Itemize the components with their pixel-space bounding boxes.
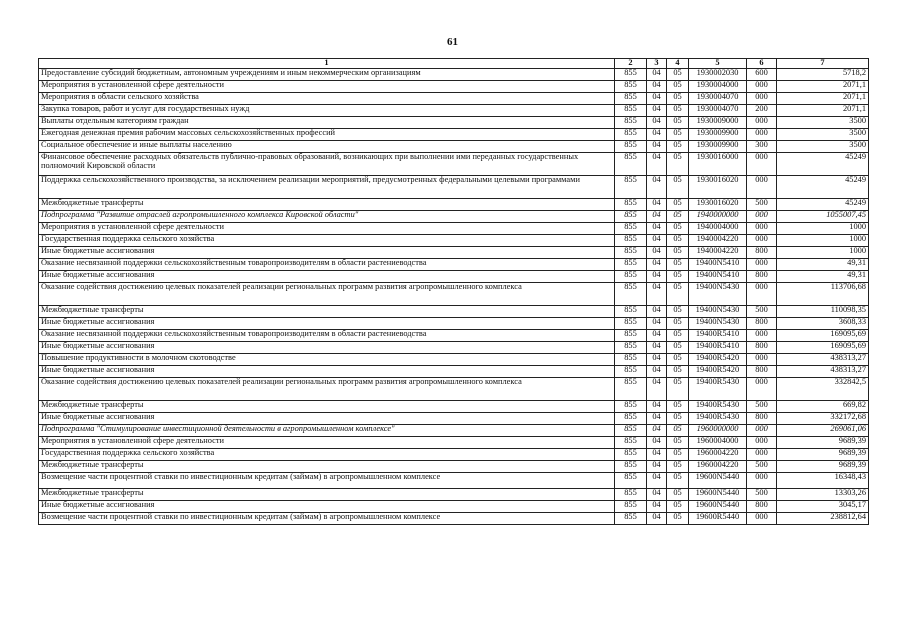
target-article-cell: 19400N5430 bbox=[689, 318, 747, 330]
ministry-code-cell: 855 bbox=[615, 176, 647, 199]
target-article-cell: 1930009900 bbox=[689, 129, 747, 141]
amount-cell: 1000 bbox=[777, 247, 869, 259]
ministry-code-cell: 855 bbox=[615, 437, 647, 449]
table-row bbox=[39, 461, 869, 473]
section-code-cell: 04 bbox=[647, 501, 667, 513]
section-code-cell: 04 bbox=[647, 513, 667, 525]
expense-name-cell: Иные бюджетные ассигнования bbox=[39, 501, 615, 513]
table-row bbox=[39, 247, 869, 259]
subsection-code-cell: 05 bbox=[667, 223, 689, 235]
subsection-code-cell: 05 bbox=[667, 235, 689, 247]
section-code-cell: 04 bbox=[647, 199, 667, 211]
target-article-cell: 19400R5410 bbox=[689, 330, 747, 342]
ministry-code-cell: 855 bbox=[615, 473, 647, 489]
ministry-code-cell: 855 bbox=[615, 105, 647, 117]
ministry-code-cell: 855 bbox=[615, 449, 647, 461]
target-article-cell: 1960004220 bbox=[689, 461, 747, 473]
section-code-cell: 04 bbox=[647, 176, 667, 199]
table-row bbox=[39, 283, 869, 306]
section-code-cell: 04 bbox=[647, 461, 667, 473]
ministry-code-cell: 855 bbox=[615, 306, 647, 318]
ministry-code-cell: 855 bbox=[615, 129, 647, 141]
expense-name-cell: Возмещение части процентной ставки по инвестиционным кредитам (займам) в агропромышленном комплексе bbox=[39, 513, 615, 525]
column-header: 7 bbox=[777, 59, 869, 69]
target-article-cell: 1960004000 bbox=[689, 437, 747, 449]
expense-name-cell: Иные бюджетные ассигнования bbox=[39, 247, 615, 259]
expense-type-cell: 000 bbox=[747, 211, 777, 223]
expense-type-cell: 600 bbox=[747, 69, 777, 81]
target-article-cell: 1930009900 bbox=[689, 141, 747, 153]
expense-name-cell: Возмещение части процентной ставки по инвестиционным кредитам (займам) в агропромышленном комплексе bbox=[39, 473, 615, 489]
ministry-code-cell: 855 bbox=[615, 211, 647, 223]
expense-type-cell: 500 bbox=[747, 306, 777, 318]
section-code-cell: 04 bbox=[647, 473, 667, 489]
ministry-code-cell: 855 bbox=[615, 199, 647, 211]
expense-type-cell: 000 bbox=[747, 473, 777, 489]
expense-type-cell: 000 bbox=[747, 93, 777, 105]
table-row bbox=[39, 211, 869, 223]
expense-type-cell: 500 bbox=[747, 461, 777, 473]
section-code-cell: 04 bbox=[647, 354, 667, 366]
table-header-row bbox=[39, 59, 869, 69]
section-code-cell: 04 bbox=[647, 129, 667, 141]
section-code-cell: 04 bbox=[647, 69, 667, 81]
subsection-code-cell: 05 bbox=[667, 259, 689, 271]
section-code-cell: 04 bbox=[647, 117, 667, 129]
ministry-code-cell: 855 bbox=[615, 318, 647, 330]
ministry-code-cell: 855 bbox=[615, 117, 647, 129]
section-code-cell: 04 bbox=[647, 223, 667, 235]
target-article-cell: 1940000000 bbox=[689, 211, 747, 223]
expense-type-cell: 800 bbox=[747, 318, 777, 330]
expense-type-cell: 500 bbox=[747, 401, 777, 413]
amount-cell: 113706,68 bbox=[777, 283, 869, 306]
subsection-code-cell: 05 bbox=[667, 401, 689, 413]
expense-name-cell: Иные бюджетные ассигнования bbox=[39, 271, 615, 283]
expense-name-cell: Межбюджетные трансферты bbox=[39, 401, 615, 413]
table-row bbox=[39, 449, 869, 461]
section-code-cell: 04 bbox=[647, 425, 667, 437]
ministry-code-cell: 855 bbox=[615, 141, 647, 153]
subsection-code-cell: 05 bbox=[667, 176, 689, 199]
table-row bbox=[39, 366, 869, 378]
expense-type-cell: 000 bbox=[747, 129, 777, 141]
target-article-cell: 1930004000 bbox=[689, 81, 747, 93]
subsection-code-cell: 05 bbox=[667, 501, 689, 513]
target-article-cell: 19600N5440 bbox=[689, 489, 747, 501]
expense-type-cell: 000 bbox=[747, 235, 777, 247]
amount-cell: 9689,39 bbox=[777, 437, 869, 449]
target-article-cell: 1960000000 bbox=[689, 425, 747, 437]
subsection-code-cell: 05 bbox=[667, 271, 689, 283]
section-code-cell: 04 bbox=[647, 330, 667, 342]
ministry-code-cell: 855 bbox=[615, 342, 647, 354]
expense-name-cell: Иные бюджетные ассигнования bbox=[39, 413, 615, 425]
amount-cell: 332172,68 bbox=[777, 413, 869, 425]
expense-name-cell: Выплаты отдельным категориям граждан bbox=[39, 117, 615, 129]
subsection-code-cell: 05 bbox=[667, 449, 689, 461]
target-article-cell: 19600R5440 bbox=[689, 513, 747, 525]
target-article-cell: 1930016020 bbox=[689, 199, 747, 211]
target-article-cell: 19400R5410 bbox=[689, 342, 747, 354]
subsection-code-cell: 05 bbox=[667, 153, 689, 176]
expense-name-cell: Межбюджетные трансферты bbox=[39, 199, 615, 211]
target-article-cell: 19400R5430 bbox=[689, 401, 747, 413]
subsection-code-cell: 05 bbox=[667, 69, 689, 81]
amount-cell: 49,31 bbox=[777, 271, 869, 283]
expense-name-cell: Мероприятия в установленной сфере деятельности bbox=[39, 81, 615, 93]
expense-type-cell: 000 bbox=[747, 354, 777, 366]
ministry-code-cell: 855 bbox=[615, 413, 647, 425]
amount-cell: 2071,1 bbox=[777, 81, 869, 93]
column-header: 3 bbox=[647, 59, 667, 69]
section-code-cell: 04 bbox=[647, 378, 667, 401]
amount-cell: 45249 bbox=[777, 153, 869, 176]
expense-type-cell: 000 bbox=[747, 176, 777, 199]
ministry-code-cell: 855 bbox=[615, 501, 647, 513]
amount-cell: 2071,1 bbox=[777, 93, 869, 105]
target-article-cell: 1930002030 bbox=[689, 69, 747, 81]
subsection-code-cell: 05 bbox=[667, 199, 689, 211]
expense-name-cell: Иные бюджетные ассигнования bbox=[39, 366, 615, 378]
target-article-cell: 1930004070 bbox=[689, 105, 747, 117]
target-article-cell: 1940004220 bbox=[689, 235, 747, 247]
target-article-cell: 19400R5430 bbox=[689, 413, 747, 425]
table-row bbox=[39, 223, 869, 235]
ministry-code-cell: 855 bbox=[615, 271, 647, 283]
target-article-cell: 19400R5420 bbox=[689, 354, 747, 366]
subsection-code-cell: 05 bbox=[667, 247, 689, 259]
table-row bbox=[39, 501, 869, 513]
table-row bbox=[39, 413, 869, 425]
table-row bbox=[39, 141, 869, 153]
target-article-cell: 19400N5430 bbox=[689, 283, 747, 306]
subsection-code-cell: 05 bbox=[667, 366, 689, 378]
ministry-code-cell: 855 bbox=[615, 489, 647, 501]
table-row bbox=[39, 513, 869, 525]
amount-cell: 1055007,45 bbox=[777, 211, 869, 223]
expense-type-cell: 000 bbox=[747, 153, 777, 176]
expense-type-cell: 300 bbox=[747, 141, 777, 153]
section-code-cell: 04 bbox=[647, 271, 667, 283]
amount-cell: 669,82 bbox=[777, 401, 869, 413]
section-code-cell: 04 bbox=[647, 81, 667, 93]
table-row bbox=[39, 330, 869, 342]
subsection-code-cell: 05 bbox=[667, 117, 689, 129]
section-code-cell: 04 bbox=[647, 247, 667, 259]
ministry-code-cell: 855 bbox=[615, 223, 647, 235]
column-header: 4 bbox=[667, 59, 689, 69]
subsection-code-cell: 05 bbox=[667, 306, 689, 318]
ministry-code-cell: 855 bbox=[615, 235, 647, 247]
subsection-code-cell: 05 bbox=[667, 378, 689, 401]
subsection-code-cell: 05 bbox=[667, 105, 689, 117]
subsection-code-cell: 05 bbox=[667, 93, 689, 105]
subsection-code-cell: 05 bbox=[667, 354, 689, 366]
amount-cell: 49,31 bbox=[777, 259, 869, 271]
target-article-cell: 19600N5440 bbox=[689, 473, 747, 489]
section-code-cell: 04 bbox=[647, 413, 667, 425]
expense-name-cell: Предоставление субсидий бюджетным, автономным учреждениям и иным некоммерческим организациям bbox=[39, 69, 615, 81]
expense-type-cell: 000 bbox=[747, 513, 777, 525]
expense-type-cell: 800 bbox=[747, 366, 777, 378]
expense-type-cell: 000 bbox=[747, 283, 777, 306]
target-article-cell: 1940004220 bbox=[689, 247, 747, 259]
amount-cell: 3500 bbox=[777, 129, 869, 141]
table-row bbox=[39, 425, 869, 437]
expense-type-cell: 500 bbox=[747, 199, 777, 211]
expense-name-cell: Мероприятия в установленной сфере деятельности bbox=[39, 223, 615, 235]
section-code-cell: 04 bbox=[647, 401, 667, 413]
table-row bbox=[39, 93, 869, 105]
amount-cell: 16348,43 bbox=[777, 473, 869, 489]
budget-table bbox=[38, 58, 869, 525]
subsection-code-cell: 05 bbox=[667, 513, 689, 525]
ministry-code-cell: 855 bbox=[615, 425, 647, 437]
table-row bbox=[39, 473, 869, 489]
amount-cell: 238812,64 bbox=[777, 513, 869, 525]
expense-name-cell: Закупка товаров, работ и услуг для государственных нужд bbox=[39, 105, 615, 117]
amount-cell: 169095,69 bbox=[777, 330, 869, 342]
expense-name-cell: Повышение продуктивности в молочном скотоводстве bbox=[39, 354, 615, 366]
subsection-code-cell: 05 bbox=[667, 129, 689, 141]
table-row bbox=[39, 69, 869, 81]
expense-type-cell: 800 bbox=[747, 271, 777, 283]
subsection-code-cell: 05 bbox=[667, 141, 689, 153]
expense-type-cell: 000 bbox=[747, 259, 777, 271]
expense-name-cell: Финансовое обеспечение расходных обязательств публично-правовых образований, возникающих при выполнении ими переданных государственных полномочий Кировской области bbox=[39, 153, 615, 176]
expense-type-cell: 000 bbox=[747, 437, 777, 449]
section-code-cell: 04 bbox=[647, 235, 667, 247]
table-row bbox=[39, 129, 869, 141]
amount-cell: 3500 bbox=[777, 141, 869, 153]
section-code-cell: 04 bbox=[647, 141, 667, 153]
subsection-code-cell: 05 bbox=[667, 211, 689, 223]
subsection-code-cell: 05 bbox=[667, 489, 689, 501]
table-row bbox=[39, 117, 869, 129]
subsection-code-cell: 05 bbox=[667, 413, 689, 425]
expense-type-cell: 800 bbox=[747, 342, 777, 354]
target-article-cell: 1960004220 bbox=[689, 449, 747, 461]
expense-type-cell: 500 bbox=[747, 489, 777, 501]
expense-name-cell: Оказание содействия достижению целевых показателей реализации региональных программ развития агропромышленного комплекса bbox=[39, 283, 615, 306]
amount-cell: 332842,5 bbox=[777, 378, 869, 401]
section-code-cell: 04 bbox=[647, 153, 667, 176]
section-code-cell: 04 bbox=[647, 283, 667, 306]
amount-cell: 45249 bbox=[777, 176, 869, 199]
table-row bbox=[39, 81, 869, 93]
expense-name-cell: Оказание несвязанной поддержки сельскохозяйственным товаропроизводителям в области растениеводства bbox=[39, 259, 615, 271]
expense-type-cell: 800 bbox=[747, 247, 777, 259]
amount-cell: 45249 bbox=[777, 199, 869, 211]
expense-name-cell: Иные бюджетные ассигнования bbox=[39, 318, 615, 330]
table-row bbox=[39, 235, 869, 247]
amount-cell: 438313,27 bbox=[777, 354, 869, 366]
expense-type-cell: 200 bbox=[747, 105, 777, 117]
section-code-cell: 04 bbox=[647, 211, 667, 223]
section-code-cell: 04 bbox=[647, 449, 667, 461]
expense-name-cell: Иные бюджетные ассигнования bbox=[39, 342, 615, 354]
table-row bbox=[39, 199, 869, 211]
expense-name-cell: Межбюджетные трансферты bbox=[39, 306, 615, 318]
amount-cell: 2071,1 bbox=[777, 105, 869, 117]
table-row bbox=[39, 105, 869, 117]
amount-cell: 3608,33 bbox=[777, 318, 869, 330]
ministry-code-cell: 855 bbox=[615, 378, 647, 401]
table-row bbox=[39, 437, 869, 449]
expense-name-cell: Подпрограмма "Стимулирование инвестиционной деятельности в агропромышленном комплексе" bbox=[39, 425, 615, 437]
expense-type-cell: 000 bbox=[747, 223, 777, 235]
table-row bbox=[39, 271, 869, 283]
ministry-code-cell: 855 bbox=[615, 330, 647, 342]
page-number: 61 bbox=[447, 36, 458, 48]
ministry-code-cell: 855 bbox=[615, 93, 647, 105]
expense-name-cell: Поддержка сельскохозяйственного производства, за исключением реализации мероприятий, предусмотренных федеральными целевыми программами bbox=[39, 176, 615, 199]
target-article-cell: 19400N5410 bbox=[689, 271, 747, 283]
expense-name-cell: Государственная поддержка сельского хозяйства bbox=[39, 449, 615, 461]
subsection-code-cell: 05 bbox=[667, 473, 689, 489]
amount-cell: 9689,39 bbox=[777, 461, 869, 473]
ministry-code-cell: 855 bbox=[615, 283, 647, 306]
column-header: 5 bbox=[689, 59, 747, 69]
ministry-code-cell: 855 bbox=[615, 259, 647, 271]
target-article-cell: 19600N5440 bbox=[689, 501, 747, 513]
expense-type-cell: 000 bbox=[747, 449, 777, 461]
expense-name-cell: Мероприятия в установленной сфере деятельности bbox=[39, 437, 615, 449]
expense-name-cell: Подпрограмма "Развитие отраслей агропромышленного комплекса Кировской области" bbox=[39, 211, 615, 223]
table-row bbox=[39, 354, 869, 366]
target-article-cell: 19400N5410 bbox=[689, 259, 747, 271]
target-article-cell: 19400N5430 bbox=[689, 306, 747, 318]
expense-name-cell: Социальное обеспечение и иные выплаты населению bbox=[39, 141, 615, 153]
expense-name-cell: Ежегодная денежная премия рабочим массовых сельскохозяйственных профессий bbox=[39, 129, 615, 141]
subsection-code-cell: 05 bbox=[667, 461, 689, 473]
section-code-cell: 04 bbox=[647, 259, 667, 271]
table-row bbox=[39, 401, 869, 413]
ministry-code-cell: 855 bbox=[615, 153, 647, 176]
table-row bbox=[39, 378, 869, 401]
expense-type-cell: 000 bbox=[747, 81, 777, 93]
amount-cell: 1000 bbox=[777, 235, 869, 247]
column-header: 2 bbox=[615, 59, 647, 69]
target-article-cell: 1930004070 bbox=[689, 93, 747, 105]
amount-cell: 13303,26 bbox=[777, 489, 869, 501]
expense-type-cell: 800 bbox=[747, 501, 777, 513]
subsection-code-cell: 05 bbox=[667, 425, 689, 437]
table-row bbox=[39, 342, 869, 354]
subsection-code-cell: 05 bbox=[667, 283, 689, 306]
target-article-cell: 19400R5430 bbox=[689, 378, 747, 401]
amount-cell: 438313,27 bbox=[777, 366, 869, 378]
expense-type-cell: 000 bbox=[747, 378, 777, 401]
table-row bbox=[39, 306, 869, 318]
expense-name-cell: Оказание содействия достижению целевых показателей реализации региональных программ развития агропромышленного комплекса bbox=[39, 378, 615, 401]
ministry-code-cell: 855 bbox=[615, 247, 647, 259]
target-article-cell: 1930009000 bbox=[689, 117, 747, 129]
ministry-code-cell: 855 bbox=[615, 366, 647, 378]
target-article-cell: 19400R5420 bbox=[689, 366, 747, 378]
target-article-cell: 1930016020 bbox=[689, 176, 747, 199]
expense-name-cell: Оказание несвязанной поддержки сельскохозяйственным товаропроизводителям в области растениеводства bbox=[39, 330, 615, 342]
table-row bbox=[39, 176, 869, 199]
amount-cell: 1000 bbox=[777, 223, 869, 235]
amount-cell: 9689,39 bbox=[777, 449, 869, 461]
column-header: 1 bbox=[39, 59, 615, 69]
expense-type-cell: 000 bbox=[747, 117, 777, 129]
section-code-cell: 04 bbox=[647, 318, 667, 330]
amount-cell: 3045,17 bbox=[777, 501, 869, 513]
ministry-code-cell: 855 bbox=[615, 69, 647, 81]
subsection-code-cell: 05 bbox=[667, 81, 689, 93]
expense-name-cell: Межбюджетные трансферты bbox=[39, 461, 615, 473]
expense-type-cell: 000 bbox=[747, 330, 777, 342]
table-row bbox=[39, 153, 869, 176]
ministry-code-cell: 855 bbox=[615, 513, 647, 525]
section-code-cell: 04 bbox=[647, 306, 667, 318]
expense-name-cell: Государственная поддержка сельского хозяйства bbox=[39, 235, 615, 247]
amount-cell: 5718,2 bbox=[777, 69, 869, 81]
subsection-code-cell: 05 bbox=[667, 342, 689, 354]
amount-cell: 269061,06 bbox=[777, 425, 869, 437]
ministry-code-cell: 855 bbox=[615, 401, 647, 413]
ministry-code-cell: 855 bbox=[615, 354, 647, 366]
section-code-cell: 04 bbox=[647, 93, 667, 105]
subsection-code-cell: 05 bbox=[667, 330, 689, 342]
section-code-cell: 04 bbox=[647, 366, 667, 378]
table-row bbox=[39, 318, 869, 330]
expense-type-cell: 000 bbox=[747, 425, 777, 437]
expense-name-cell: Мероприятия в области сельского хозяйства bbox=[39, 93, 615, 105]
amount-cell: 3500 bbox=[777, 117, 869, 129]
amount-cell: 110098,35 bbox=[777, 306, 869, 318]
expense-name-cell: Межбюджетные трансферты bbox=[39, 489, 615, 501]
amount-cell: 169095,69 bbox=[777, 342, 869, 354]
section-code-cell: 04 bbox=[647, 342, 667, 354]
subsection-code-cell: 05 bbox=[667, 318, 689, 330]
column-header: 6 bbox=[747, 59, 777, 69]
ministry-code-cell: 855 bbox=[615, 461, 647, 473]
subsection-code-cell: 05 bbox=[667, 437, 689, 449]
expense-type-cell: 800 bbox=[747, 413, 777, 425]
ministry-code-cell: 855 bbox=[615, 81, 647, 93]
table-row bbox=[39, 259, 869, 271]
target-article-cell: 1940004000 bbox=[689, 223, 747, 235]
section-code-cell: 04 bbox=[647, 489, 667, 501]
table-row bbox=[39, 489, 869, 501]
section-code-cell: 04 bbox=[647, 437, 667, 449]
target-article-cell: 1930016000 bbox=[689, 153, 747, 176]
section-code-cell: 04 bbox=[647, 105, 667, 117]
